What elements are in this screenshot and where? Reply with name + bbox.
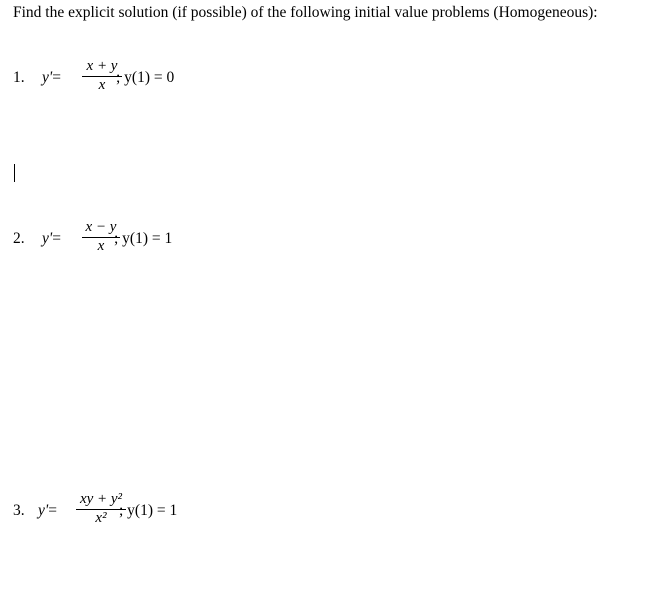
text-cursor (14, 164, 15, 182)
fraction-denominator: x² (95, 510, 107, 526)
problem-number: 3. (13, 502, 25, 519)
derivative-symbol: y' (38, 502, 49, 519)
equation-lhs (38, 502, 57, 520)
equals-sign: = (52, 69, 61, 86)
instructions-heading: Find the explicit solution (if possible) of the following initial value problems (Homogeneous): (13, 4, 598, 21)
problem-number: 2. (13, 230, 25, 247)
fraction-denominator: x (97, 238, 105, 254)
equals-sign: = (52, 230, 61, 247)
initial-condition: ; y(1) = 1 (119, 502, 178, 519)
derivative-symbol: y' (42, 230, 53, 247)
initial-condition: ; y(1) = 0 (116, 69, 175, 86)
fraction-numerator: x + y (86, 58, 118, 74)
fraction-numerator: x − y (85, 219, 117, 235)
fraction-numerator: xy + y² (79, 491, 123, 507)
problem-number: 1. (13, 69, 25, 86)
initial-condition: ; y(1) = 1 (114, 230, 173, 247)
derivative-symbol: y' (42, 69, 53, 86)
equation-lhs (42, 69, 61, 87)
fraction-denominator: x (98, 77, 106, 93)
equation-lhs (42, 230, 61, 248)
equals-sign: = (48, 502, 57, 519)
